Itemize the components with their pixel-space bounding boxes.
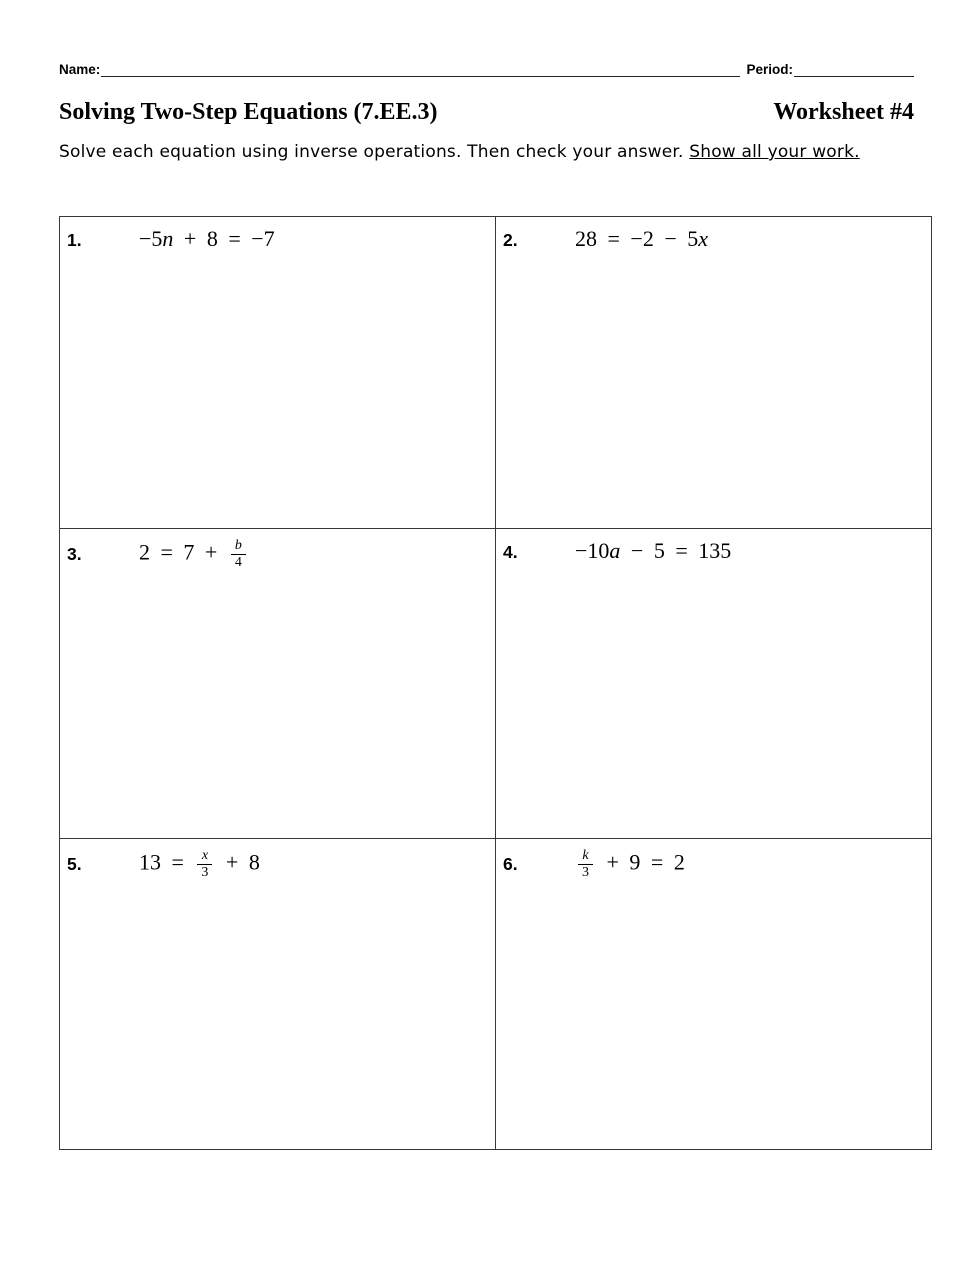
problem-equation: [139, 538, 249, 571]
problem-1: [67, 226, 495, 252]
problem-4: [503, 538, 931, 564]
table-row: [60, 217, 932, 529]
period-label: Period:: [746, 62, 793, 77]
problem-6: [503, 848, 931, 881]
problem-3: [67, 538, 495, 571]
fraction-denominator: 4: [231, 554, 246, 571]
problem-number: 2.: [503, 230, 518, 250]
problem-number: 6.: [503, 853, 518, 874]
fraction-numerator: b: [234, 538, 242, 553]
problem-equation: [575, 848, 685, 881]
problem-equation: [139, 226, 275, 252]
name-blank-line: [101, 62, 740, 77]
problem-number: 4.: [503, 542, 518, 562]
problem-2: [503, 226, 931, 252]
equation-fraction: [231, 538, 246, 571]
problem-cell-6: [496, 839, 932, 1150]
problem-cell-5: [60, 839, 496, 1150]
problem-number: 1.: [67, 230, 82, 250]
equation-text: + 8: [215, 849, 260, 875]
instructions-text: Solve each equation using inverse operations. Then check your answer.: [59, 142, 690, 162]
fraction-denominator: 3: [197, 864, 212, 881]
equation-text: 28 = −2 − 5: [575, 226, 699, 251]
table-row: [60, 839, 932, 1150]
equation-variable: x: [698, 226, 708, 251]
equation-text: 13 =: [139, 849, 195, 875]
equation-text: + 8 = −7: [173, 226, 275, 251]
instructions: [59, 141, 919, 164]
equation-fraction: [197, 848, 212, 881]
equation-variable: a: [609, 538, 621, 563]
equation-text: −10: [575, 538, 610, 563]
equation-text: −5: [139, 226, 163, 251]
title-row: [59, 98, 914, 126]
problem-cell-2: [496, 217, 932, 529]
page-title: Solving Two-Step Equations (7.EE.3): [59, 99, 438, 125]
equation-fraction: [578, 848, 593, 881]
problem-number: 5.: [67, 853, 82, 874]
equation-text: − 5 = 135: [620, 538, 732, 563]
equation-variable: n: [162, 226, 174, 251]
instructions-emphasis: Show all your work.: [689, 142, 860, 162]
fraction-denominator: 3: [578, 864, 593, 881]
problems-table: [59, 216, 932, 1150]
period-blank-line: [794, 62, 914, 77]
name-period-row: [59, 61, 914, 78]
problem-number: 3.: [67, 543, 82, 564]
problem-cell-4: [496, 529, 932, 839]
fraction-numerator: x: [201, 848, 209, 863]
name-label: Name:: [59, 62, 101, 77]
problem-cell-1: [60, 217, 496, 529]
table-row: [60, 529, 932, 839]
worksheet-number: Worksheet #4: [773, 99, 914, 125]
fraction-numerator: k: [582, 848, 589, 863]
problem-equation: [575, 538, 731, 564]
equation-text: + 9 = 2: [596, 849, 685, 875]
equation-text: 2 = 7 +: [139, 539, 228, 565]
problem-equation: [139, 848, 260, 881]
problem-5: [67, 848, 495, 881]
problem-cell-3: [60, 529, 496, 839]
problem-equation: [575, 226, 708, 252]
